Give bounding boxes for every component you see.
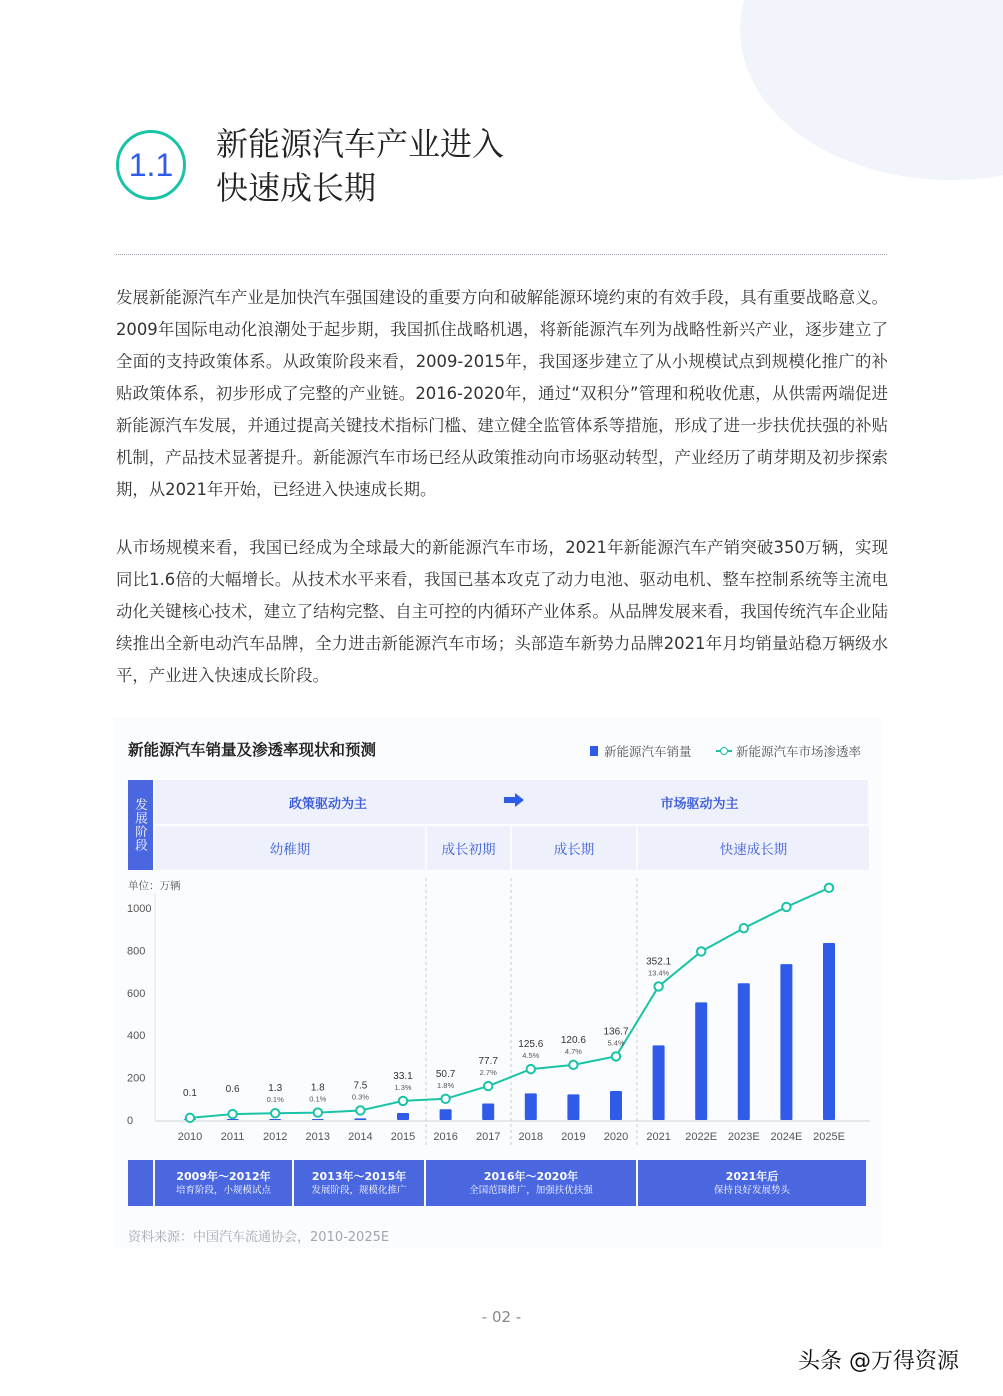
period-2021-after: [638, 1160, 866, 1206]
penetration-point: [271, 1109, 279, 1117]
dotted-divider: [116, 254, 887, 255]
penetration-point: [527, 1065, 535, 1073]
x-tick-label: 2021: [646, 1131, 671, 1143]
period-title: 2009年～2012年: [176, 1170, 271, 1183]
value-label: 352.1: [646, 956, 672, 968]
body-paragraph-2: 从市场规模来看，我国已经成为全球最大的新能源汽车市场，2021年新能源汽车产销突破350万辆，实现同比1.6倍的大幅增长。从技术水平来看，我国已基本攻克了动力电池、驱动电机、整车控制系统等主流电动化关键核心技术，建立了结构完整、自主可控的内循环产业体系。从品牌发展来看，我国传统汽车企业陆续推出全新电动汽车品牌，全力进击新能源汽车市场；头部造车新势力品牌2021年月均销量站稳万辆级水平，产业进入快速成长阶段。: [116, 538, 888, 685]
x-tick-label: 2025E: [813, 1131, 845, 1143]
value-label: 125.6: [518, 1039, 544, 1051]
y-tick-label: 0: [127, 1115, 134, 1127]
bar: [567, 1094, 579, 1120]
x-tick-label: 2016: [433, 1131, 458, 1143]
bar: [397, 1113, 409, 1120]
penetration-label: 0.1%: [309, 1094, 327, 1104]
unit-label: 单位：万辆: [128, 880, 181, 892]
value-label: 136.7: [603, 1026, 629, 1038]
source-note: 资料来源：中国汽车流通协会，2010-2025E: [128, 1230, 390, 1245]
bar: [482, 1104, 494, 1120]
section-title: [216, 122, 504, 210]
penetration-point: [228, 1110, 236, 1118]
value-label: 77.7: [478, 1056, 498, 1068]
x-tick-label: 2011: [220, 1131, 245, 1143]
value-label: 1.8: [310, 1082, 325, 1094]
penetration-label: 0.1%: [266, 1095, 284, 1105]
x-tick-label: 2018: [518, 1131, 544, 1143]
x-tick-label: 2024E: [770, 1131, 803, 1143]
y-tick-label: 400: [127, 1030, 146, 1043]
value-label: 7.5: [353, 1080, 368, 1092]
penetration-label: 0.3%: [351, 1092, 369, 1102]
bar: [440, 1109, 452, 1120]
watermark: 头条 @万得资源: [798, 1349, 959, 1374]
value-label: 120.6: [560, 1034, 586, 1046]
period-sub: 全国范围推广，加强扶优扶强: [469, 1185, 593, 1196]
period-2016-2020: [426, 1160, 636, 1206]
value-label: 0.6: [225, 1084, 240, 1096]
period-sub: 培育阶段，小规模试点: [175, 1185, 271, 1196]
y-tick-label: 200: [127, 1072, 146, 1085]
bar: [525, 1093, 537, 1120]
x-tick-label: 2013: [305, 1131, 331, 1143]
penetration-point: [740, 924, 748, 932]
penetration-line: [190, 888, 829, 1118]
chart-card: [113, 718, 882, 1248]
driver-policy: 政策驱动为主: [288, 796, 367, 812]
x-tick-label: 2010: [177, 1131, 203, 1143]
bar: [610, 1091, 622, 1120]
stage-early-growth: 成长初期: [427, 826, 510, 870]
period-title: 2016年～2020年: [483, 1170, 579, 1183]
penetration-point: [314, 1108, 322, 1116]
penetration-label: 2.7%: [479, 1068, 497, 1078]
x-tick-label: 2022E: [685, 1131, 718, 1143]
penetration-point: [697, 947, 705, 955]
section-title-line1: 新能源汽车产业进入: [216, 125, 505, 163]
penetration-label: 4.7%: [564, 1046, 582, 1056]
bar: [823, 943, 835, 1120]
stage-side-label: 发展阶段: [128, 780, 153, 870]
bar: [738, 983, 750, 1120]
legend-penetration-label: 新能源汽车市场渗透率: [736, 744, 862, 759]
penetration-label: 1.3%: [394, 1082, 412, 1092]
stage-growth: 成长期: [512, 826, 636, 870]
penetration-point: [654, 982, 662, 990]
x-tick-label: 2019: [561, 1131, 586, 1143]
bar: [780, 964, 792, 1120]
driver-market: 市场驱动为主: [660, 796, 739, 812]
value-label: 50.7: [435, 1068, 456, 1080]
penetration-label: 1.8%: [437, 1080, 455, 1090]
y-tick-label: 600: [127, 987, 146, 1000]
penetration-point: [825, 884, 833, 892]
stage-infant: 幼稚期: [155, 826, 425, 870]
page-number: - 02 -: [481, 1308, 522, 1326]
x-tick-label: 2012: [262, 1131, 288, 1143]
period-sub: 保持良好发展势头: [713, 1185, 790, 1196]
penetration-label: 4.5%: [522, 1051, 540, 1061]
penetration-point: [484, 1082, 492, 1090]
value-label: 33.1: [393, 1070, 413, 1082]
value-label: 1.3: [268, 1083, 283, 1095]
x-tick-label: 2017: [475, 1131, 501, 1143]
section-title-line2: 快速成长期: [216, 169, 377, 207]
bar: [312, 1119, 324, 1120]
period-2013-2015: [294, 1160, 424, 1206]
y-tick-label: 1000: [127, 903, 152, 915]
penetration-point: [356, 1106, 364, 1114]
bar: [695, 1002, 707, 1120]
period-title: 2013年～2015年: [311, 1170, 407, 1183]
x-tick-label: 2020: [603, 1131, 629, 1143]
penetration-label: 5.4%: [607, 1038, 625, 1048]
chart-title: 新能源汽车销量及渗透率现状和预测: [128, 741, 377, 759]
penetration-label: 13.4%: [647, 968, 670, 978]
x-tick-label: 2023E: [727, 1131, 760, 1143]
bar: [653, 1045, 665, 1120]
legend-sales-label: 新能源汽车销量: [604, 744, 692, 759]
x-tick-label: 2014: [348, 1131, 373, 1143]
period-2009-2012: [155, 1160, 292, 1206]
penetration-point: [782, 903, 790, 911]
section-number-badge: 1.1: [116, 130, 186, 200]
penetration-point: [569, 1061, 577, 1069]
stage-rapid-growth: 快速成长期: [638, 826, 869, 870]
penetration-point: [441, 1095, 449, 1103]
period-title: 2021年后: [725, 1170, 779, 1183]
y-tick-label: 800: [127, 945, 146, 958]
period-sub: 发展阶段，规模化推广: [311, 1185, 407, 1196]
value-label: 0.1: [183, 1087, 197, 1099]
penetration-point: [612, 1052, 620, 1060]
x-tick-label: 2015: [390, 1131, 416, 1143]
bar: [269, 1119, 281, 1120]
sales-chart: [113, 718, 882, 1158]
bar: [354, 1118, 366, 1120]
period-bar-side: [128, 1160, 153, 1206]
penetration-point: [186, 1114, 194, 1122]
body-paragraph-1: 发展新能源汽车产业是加快汽车强国建设的重要方向和破解能源环境约束的有效手段，具有重要战略意义。2009年国际电动化浪潮处于起步期，我国抓住战略机遇，将新能源汽车列为战略性新兴产业，逐步建立了全面的支持政策体系。从政策阶段来看，2009-2015年，我国逐步建立了从小规模试点到规模化推广的补贴政策体系，初步形成了完整的产业链。2016-2020年，通过“双积分”管理和税收优惠，从供需两端促进新能源汽车发展，并通过提高关键技术指标门槛、建立健全监管体系等措施，形成了进一步扶优扶强的补贴机制，产品技术显著提升。新能源汽车市场已经从政策推动向市场驱动转型，产业经历了萌芽期及初步探索期，从2021年开始，已经进入快速成长期。: [116, 288, 888, 499]
penetration-point: [399, 1097, 407, 1105]
decorative-circle: [740, 0, 1003, 180]
